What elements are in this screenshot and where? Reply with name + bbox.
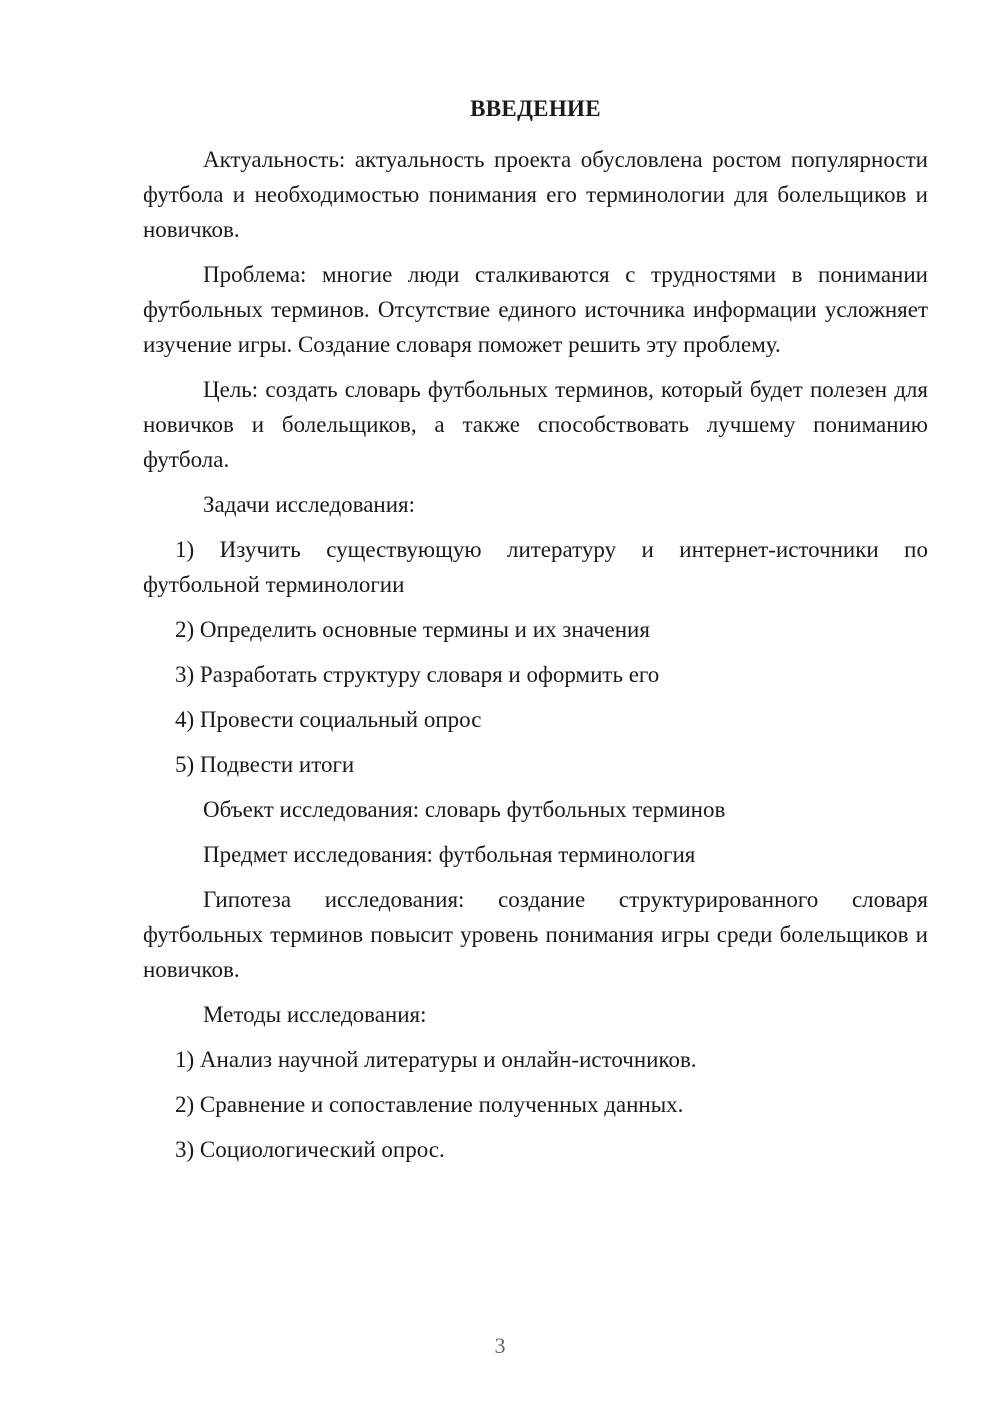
task-item: 3) Разработать структуру словаря и оформить его [175,662,660,687]
object-paragraph: Объект исследования: словарь футбольных терминов [203,797,726,822]
tasks-heading: Задачи исследования: [203,492,416,517]
task-item: 5) Подвести итоги [175,752,355,777]
page-number: 3 [494,1333,506,1358]
task-item: 2) Определить основные термины и их значения [175,617,650,642]
task-item: 1) Изучить существующую литературу и интернет-источники по футбольной терминологии [143,537,928,597]
method-item: 1) Анализ научной литературы и онлайн-источников. [175,1047,697,1072]
problem-paragraph: Проблема: многие люди сталкиваются с трудностями в понимании футбольных терминов. Отсутствие единого источника информации усложняет изучение игры. Создание словаря поможет решить эту проблему. [143,262,928,357]
methods-heading: Методы исследования: [203,1002,427,1027]
relevance-paragraph: Актуальность: актуальность проекта обусловлена ростом популярности футбола и необходимостью понимания его терминологии для болельщиков и новичков. [143,147,928,242]
method-item: 2) Сравнение и сопоставление полученных данных. [175,1092,684,1117]
page-title: ВВЕДЕНИЕ [470,96,601,121]
goal-paragraph: Цель: создать словарь футбольных терминов, который будет полезен для новичков и болельщиков, а также способствовать лучшему пониманию футбола. [143,377,928,472]
document-body [143,94,928,1177]
subject-paragraph: Предмет исследования: футбольная терминология [203,842,696,867]
hypothesis-paragraph: Гипотеза исследования: создание структурированного словаря футбольных терминов повысит уровень понимания игры среди болельщиков и новичков. [143,887,928,982]
method-item: 3) Социологический опрос. [175,1137,445,1162]
task-item: 4) Провести социальный опрос [175,707,482,732]
